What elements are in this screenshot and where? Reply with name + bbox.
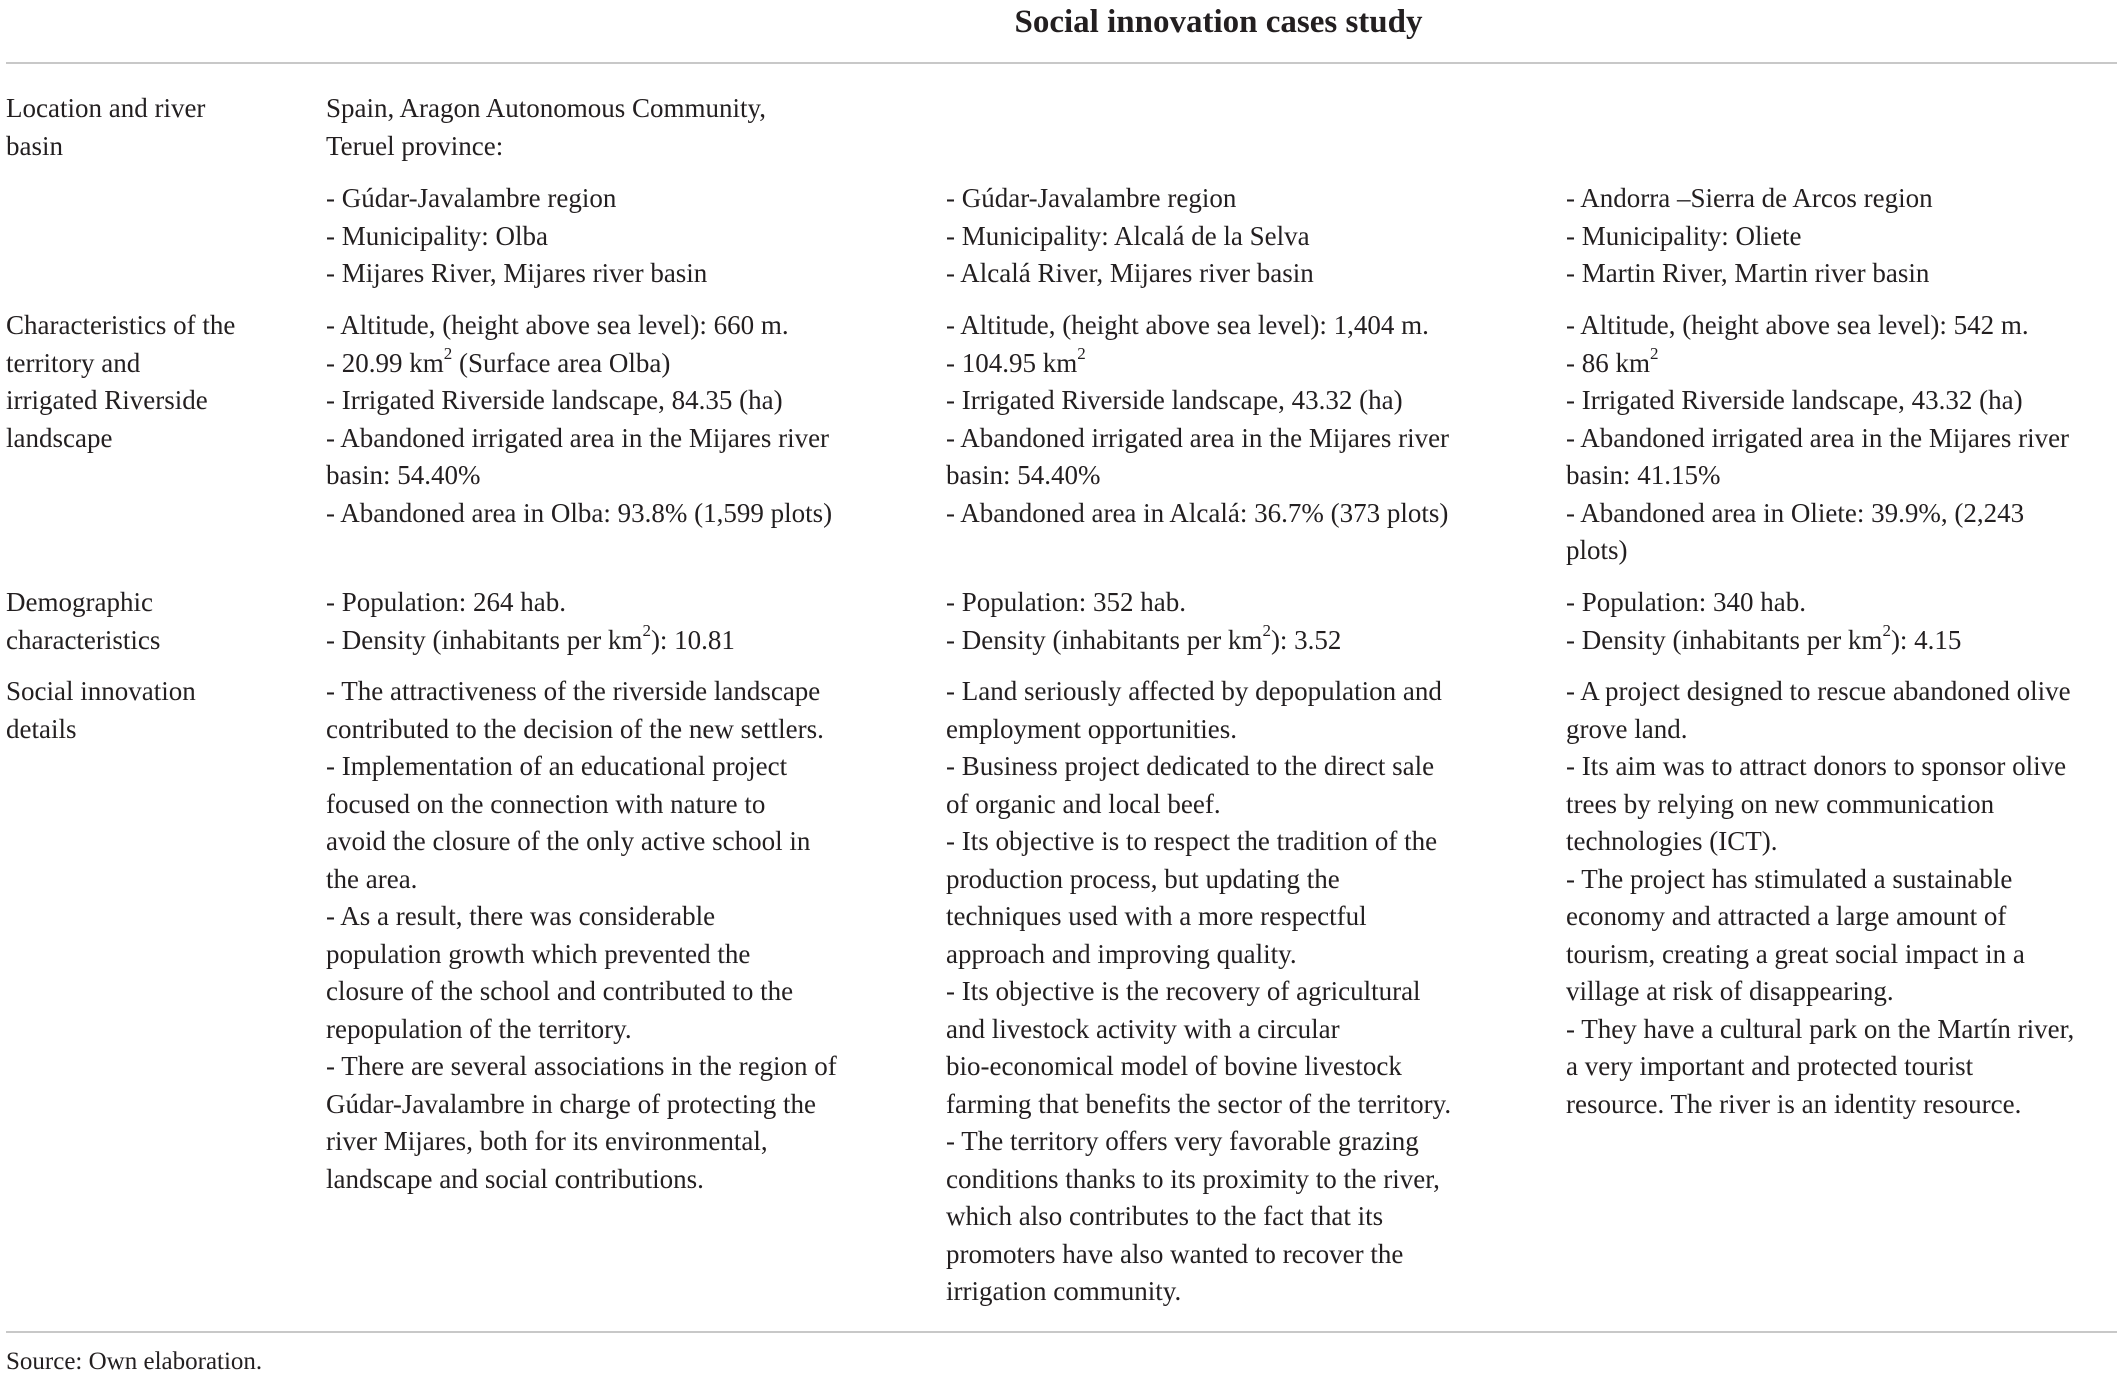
text-line: - The territory offers very favorable grazing	[946, 1126, 1419, 1156]
social-olba	[326, 673, 837, 1198]
text-line: - The attractiveness of the riverside landscape	[326, 676, 821, 706]
text-line: - Land seriously affected by depopulation and	[946, 676, 1442, 706]
density-label: - Density (inhabitants per km	[326, 624, 643, 655]
text-line: irrigation community.	[946, 1276, 1182, 1306]
text-line: avoid the closure of the only active school in	[326, 826, 811, 856]
text-line: trees by relying on new communication	[1566, 788, 1995, 819]
abandoned-local: - Abandoned area in Alcalá: 36.7% (373 plots)	[946, 497, 1449, 528]
irrigated-landscape: - Irrigated Riverside landscape, 84.35 (ha)	[326, 385, 783, 415]
text-line: techniques used with a more respectful	[946, 901, 1367, 931]
location-oliete	[1566, 180, 1933, 293]
label-line: irrigated Riverside	[6, 385, 208, 415]
superscript: 2	[1262, 620, 1271, 640]
text-line: and livestock activity with a circular	[946, 1013, 1340, 1044]
surface-area	[326, 345, 832, 383]
surface-area	[946, 345, 1449, 383]
density-value: ): 10.81	[650, 624, 735, 655]
abandoned-basin: basin: 54.40%	[326, 460, 481, 490]
text-line: - Mijares River, Mijares river basin	[326, 258, 708, 288]
altitude: - Altitude, (height above sea level): 660 m.	[326, 310, 789, 340]
text-line: approach and improving quality.	[946, 938, 1297, 969]
text-line: repopulation of the territory.	[326, 1013, 632, 1044]
abandoned-basin: basin: 54.40%	[946, 460, 1101, 490]
location-intro	[326, 90, 766, 165]
social-alcala	[946, 673, 1451, 1311]
location-alcala	[946, 180, 1314, 293]
text-line: - Municipality: Alcalá de la Selva	[946, 220, 1310, 251]
label-line: Social innovation	[6, 676, 196, 706]
label-line: characteristics	[6, 624, 161, 655]
text-line: - As a result, there was considerable	[326, 901, 716, 931]
area-suffix: (Surface area Olba)	[452, 347, 671, 378]
abandoned-basin: basin: 41.15%	[1566, 460, 1721, 490]
text-line: closure of the school and contributed to the	[326, 976, 794, 1006]
text-line: farming that benefits the sector of the territory.	[946, 1088, 1452, 1119]
irrigated-landscape: - Irrigated Riverside landscape, 43.32 (ha)	[1566, 385, 2023, 415]
text-line: conditions thanks to its proximity to the river,	[946, 1163, 1440, 1194]
demographic-olba	[326, 584, 735, 659]
text-line: employment opportunities.	[946, 713, 1237, 744]
row-label-location	[6, 90, 205, 165]
density-value: ): 4.15	[1890, 624, 1962, 655]
text-line: a very important and protected tourist	[1566, 1051, 1974, 1081]
top-rule	[6, 62, 2117, 64]
text-line: which also contributes to the fact that its	[946, 1201, 1384, 1231]
superscript: 2	[1650, 343, 1659, 363]
altitude: - Altitude, (height above sea level): 542 m.	[1566, 310, 2029, 340]
population: - Population: 340 hab.	[1566, 587, 1806, 617]
area-value: - 104.95 km	[946, 347, 1078, 378]
text-line: technologies (ICT).	[1566, 826, 1778, 856]
territory-oliete	[1566, 307, 2069, 570]
demographic-alcala	[946, 584, 1341, 659]
label-line: landscape	[6, 422, 113, 453]
text-line: promoters have also wanted to recover the	[946, 1238, 1404, 1269]
density-label: - Density (inhabitants per km	[946, 624, 1263, 655]
area-value: - 86 km	[1566, 347, 1650, 378]
text-line: Gúdar-Javalambre in charge of protecting the	[326, 1088, 817, 1119]
text-line: population growth which prevented the	[326, 938, 751, 969]
abandoned-basin: - Abandoned irrigated area in the Mijares river	[326, 422, 830, 453]
text-line: village at risk of disappearing.	[1566, 976, 1894, 1006]
density	[1566, 622, 1961, 660]
text-line: - The project has stimulated a sustainable	[1566, 863, 2013, 894]
text-line: - Business project dedicated to the direct sale	[946, 751, 1435, 781]
area-value: - 20.99 km	[326, 347, 444, 378]
population: - Population: 352 hab.	[946, 587, 1186, 617]
text-line: focused on the connection with nature to	[326, 788, 766, 819]
text-line: bio-economical model of bovine livestock	[946, 1051, 1402, 1081]
text-line: tourism, creating a great social impact in a	[1566, 938, 2025, 969]
superscript: 2	[443, 343, 453, 363]
text-line: contributed to the decision of the new settlers.	[326, 713, 824, 744]
label-line: territory and	[6, 347, 141, 378]
text-line: grove land.	[1566, 713, 1688, 744]
abandoned-local: - Abandoned area in Olba: 93.8% (1,599 plots)	[326, 497, 833, 528]
text-line: production process, but updating the	[946, 863, 1340, 894]
text-line: - Alcalá River, Mijares river basin	[946, 258, 1314, 288]
row-label-demographic	[6, 584, 160, 659]
population: - Population: 264 hab.	[326, 587, 566, 617]
location-olba	[326, 180, 707, 293]
territory-alcala	[946, 307, 1449, 532]
text-line: of organic and local beef.	[946, 788, 1221, 819]
text-line: river Mijares, both for its environmental,	[326, 1126, 768, 1156]
abandoned-local: - Abandoned area in Oliete: 39.9%, (2,243	[1566, 497, 2025, 528]
source-note: Source: Own elaboration.	[6, 1348, 263, 1375]
density	[326, 622, 735, 660]
text-line: resource. The river is an identity resource.	[1566, 1088, 2022, 1119]
text-line: - Its objective is the recovery of agricultural	[946, 976, 1421, 1006]
text-line: the area.	[326, 863, 418, 894]
abandoned-basin: - Abandoned irrigated area in the Mijares river	[946, 422, 1450, 453]
text-line: Spain, Aragon Autonomous Community,	[326, 93, 767, 123]
density-value: ): 3.52	[1270, 624, 1342, 655]
abandoned-local: plots)	[1566, 535, 1628, 565]
text-line: - Implementation of an educational project	[326, 751, 788, 781]
text-line: - Its objective is to respect the tradition of the	[946, 826, 1438, 856]
surface-area	[1566, 345, 2069, 383]
bottom-rule	[6, 1331, 2117, 1333]
demographic-oliete	[1566, 584, 1961, 659]
text-line: - Its aim was to attract donors to sponsor olive	[1566, 751, 2067, 781]
social-oliete	[1566, 673, 2074, 1123]
altitude: - Altitude, (height above sea level): 1,404 m.	[946, 310, 1429, 340]
label-line: Location and river	[6, 93, 206, 123]
text-line: - Municipality: Oliete	[1566, 220, 1802, 251]
text-line: - Gúdar-Javalambre region	[946, 183, 1237, 213]
text-line: - They have a cultural park on the Martín river,	[1566, 1013, 2075, 1044]
irrigated-landscape: - Irrigated Riverside landscape, 43.32 (ha)	[946, 385, 1403, 415]
text-line: - There are several associations in the region of	[326, 1051, 837, 1081]
abandoned-basin: - Abandoned irrigated area in the Mijares river	[1566, 422, 2070, 453]
text-line: - Andorra –Sierra de Arcos region	[1566, 183, 1933, 213]
density	[946, 622, 1341, 660]
row-label-social	[6, 673, 196, 748]
text-line: - Martin River, Martin river basin	[1566, 258, 1930, 288]
text-line: landscape and social contributions.	[326, 1163, 704, 1194]
table-title: Social innovation cases study	[1014, 4, 1423, 40]
superscript: 2	[642, 620, 651, 640]
label-line: Demographic	[6, 587, 153, 617]
text-line: economy and attracted a large amount of	[1566, 901, 2007, 931]
superscript: 2	[1882, 620, 1891, 640]
label-line: basin	[6, 130, 63, 161]
text-line: - Gúdar-Javalambre region	[326, 183, 617, 213]
territory-olba	[326, 307, 832, 532]
text-line: - Municipality: Olba	[326, 220, 548, 251]
row-label-territory	[6, 307, 235, 457]
text-line: - A project designed to rescue abandoned olive	[1566, 676, 2071, 706]
label-line: details	[6, 713, 77, 744]
density-label: - Density (inhabitants per km	[1566, 624, 1883, 655]
text-line: Teruel province:	[326, 130, 504, 161]
superscript: 2	[1077, 343, 1086, 363]
label-line: Characteristics of the	[6, 310, 236, 340]
